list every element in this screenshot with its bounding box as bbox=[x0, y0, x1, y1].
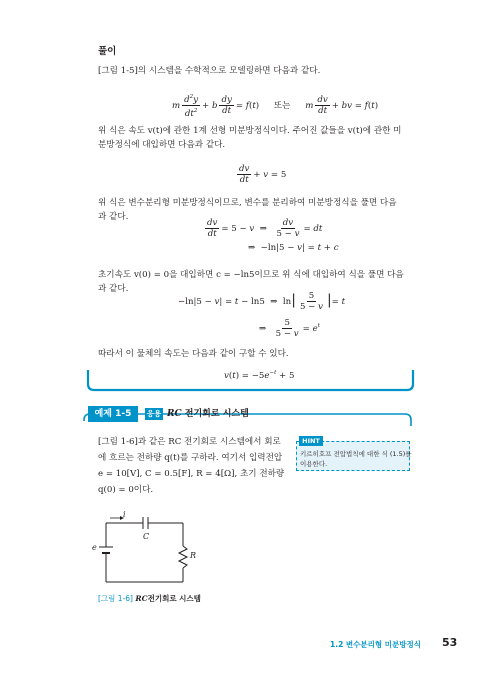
equation-4a: −ln|5 − v| = t − ln5 ⇒ ln| $\frac{5}{5 - v}$ |= t bbox=[178, 291, 346, 312]
figure-title-text: 전기회로 시스템 bbox=[147, 594, 201, 603]
equation-1: m $\frac{d^2y}{dt^2}$ + b $\frac{dy}{dt}$ = f(t) 또는 m $\frac{dv}{dt}$ + bv = f(t) bbox=[172, 94, 379, 119]
figure-number: [그림 1-6] bbox=[98, 594, 133, 603]
example-tag: 예제 1-5 bbox=[88, 406, 138, 422]
solution-paragraph-2: 위 식은 속도 v(t)에 관한 1계 선형 미분방정식이다. 주어진 값들을 v(t)에 관한 미분방정식에 대입하면 다음과 같다. bbox=[98, 126, 402, 150]
example-body-line-2: 에 흐르는 전하량 q(t)를 구하라. 여기서 입력전압 bbox=[98, 453, 283, 463]
example-body-line-4: q(0) = 0이다. bbox=[98, 485, 154, 495]
equation-3a: $\frac{dv}{dt}$ = 5 − v ⇒ $\frac{dv}{5 - v}$ = dt bbox=[207, 218, 323, 239]
hint-text-line-2: 이용한다. bbox=[300, 460, 328, 468]
equation-1-or: 또는 bbox=[273, 100, 291, 111]
footer-section-text: 1.2 변수분리형 미분방정식 bbox=[330, 640, 421, 649]
equation-5: $v(t) = -5e^{-t} + 5$ bbox=[224, 370, 295, 381]
equation-4b: ⇒ $\frac{5}{5 - v}$ = $e^t$ bbox=[259, 318, 320, 339]
solution-heading: 풀이 bbox=[98, 46, 117, 57]
circuit-label-i: i bbox=[123, 510, 126, 519]
example-body-line-1: [그림 1-6]과 같은 RC 전기회로 시스템에서 회로 bbox=[98, 437, 281, 447]
equation-3b: ⇒ −ln|5 − v| = t + c bbox=[248, 243, 339, 253]
example-title-rc: RC bbox=[167, 409, 182, 419]
hint-text-line-1: 키르히호프 전압법칙에 대한 식 (1.5)를 bbox=[300, 450, 412, 458]
footer-section bbox=[330, 639, 421, 650]
example-body-line-3: e = 10[V], C = 0.5[F], R = 4[Ω], 초기 전하량 bbox=[98, 469, 285, 479]
circuit-label-e: e bbox=[92, 543, 97, 552]
solution-intro: [그림 1-5]의 시스템을 수학적으로 모델링하면 다음과 같다. bbox=[98, 66, 321, 76]
solution-paragraph-5: 따라서 이 물체의 속도는 다음과 같이 구할 수 있다. bbox=[98, 349, 289, 359]
hint-label: HINT bbox=[299, 436, 323, 446]
circuit-label-r: R bbox=[190, 551, 197, 560]
figure-title-rc: RC bbox=[135, 594, 148, 603]
example-title-text: 전기회로 시스템 bbox=[184, 409, 249, 419]
solution-paragraph-4: 초기속도 v(0) = 0을 대입하면 c = −ln5이므로 위 식에 대입하여 식을 풀면 다음과 같다. bbox=[98, 270, 404, 294]
solution-paragraph-3: 위 식은 변수분리형 미분방정식이므로, 변수를 분리하여 미분방정식을 풀면 다음과 같다. bbox=[98, 198, 397, 222]
page-number: 53 bbox=[442, 636, 458, 649]
example-badge: 응용 bbox=[146, 409, 162, 418]
circuit-label-c: C bbox=[143, 532, 150, 541]
equation-2: $\frac{dv}{dt}$ + v = 5 bbox=[239, 164, 287, 185]
figure-caption bbox=[98, 593, 201, 604]
